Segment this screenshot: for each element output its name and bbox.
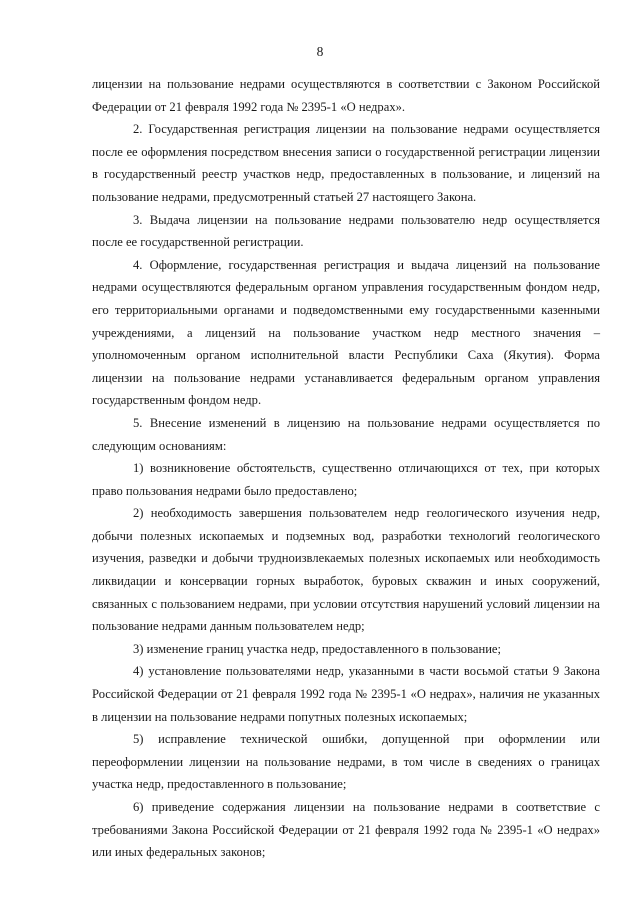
page-number: 8 (316, 44, 324, 59)
paragraph-item-2: 2. Государственная регистрация лицензии на пользование недрами осуществляется после ее оформления посредством внесения записи о государственной регистрации лицензии в государственный реестр участков недр, предоставленных в пользование, и лицензий на пользование недрами, предусмотренный статьей 27 настоящего Закона. (92, 122, 600, 204)
subitem-2: 2) необходимость завершения пользователем недр геологического изучения недр, добычи полезных ископаемых и подземных вод, разработки технологий геологического изучения, разведки и добычи трудноизвлекаемых полезных ископаемых или необходимость ликвидации и консервации горных выработок, буровых скважин и иных сооружений, связанных с пользованием недрами, при условии отсутствия нарушений условий лицензии на пользование недрами данным пользователем недр; (92, 506, 600, 634)
subitem-4: 4) установление пользователями недр, указанными в части восьмой статьи 9 Закона Российской Федерации от 21 февраля 1992 года № 2395-1 «О недрах», наличия не указанных в лицензии на пользование недрами попутных полезных ископаемых; (92, 664, 600, 724)
paragraph-item-3: 3. Выдача лицензии на пользование недрами пользователю недр осуществляется после ее государственной регистрации. (92, 212, 600, 250)
subitem-6: 6) приведение содержания лицензии на пользование недрами в соответствие с требованиями Закона Российской Федерации от 21 февраля 1992 года № 2395-1 «О недрах» или иных федеральных законов; (92, 800, 600, 860)
subitem-3: 3) изменение границ участка недр, предоставленного в пользование; (133, 641, 502, 656)
paragraph-item-4: 4. Оформление, государственная регистрация и выдача лицензий на пользование недрами осуществляются федеральным органом управления государственным фондом недр, его территориальными органами и подведомственными ему государственными казенными учреждениями, а лицензий на пользование участком недр местного значения – уполномоченным органом исполнительной власти Республики Саха (Якутия). Форма лицензии на пользование недрами устанавливается федеральным органом управления государственным фондом недр. (92, 257, 600, 408)
paragraph-continuation: лицензии на пользование недрами осуществляются в соответствии с Законом Российской Федерации от 21 февраля 1992 года № 2395-1 «О недрах». (92, 77, 600, 114)
document-body (92, 73, 600, 864)
subitem-1: 1) возникновение обстоятельств, существенно отличающихся от тех, при которых право пользования недрами было предоставлено; (92, 461, 600, 498)
paragraph-item-5: 5. Внесение изменений в лицензию на пользование недрами осуществляется по следующим основаниям: (92, 415, 600, 453)
subitem-5: 5) исправление технической ошибки, допущенной при оформлении или переоформлении лицензии на пользование недрами, в том числе в сведениях о границах участка недр, предоставленного в пользование; (92, 732, 600, 792)
